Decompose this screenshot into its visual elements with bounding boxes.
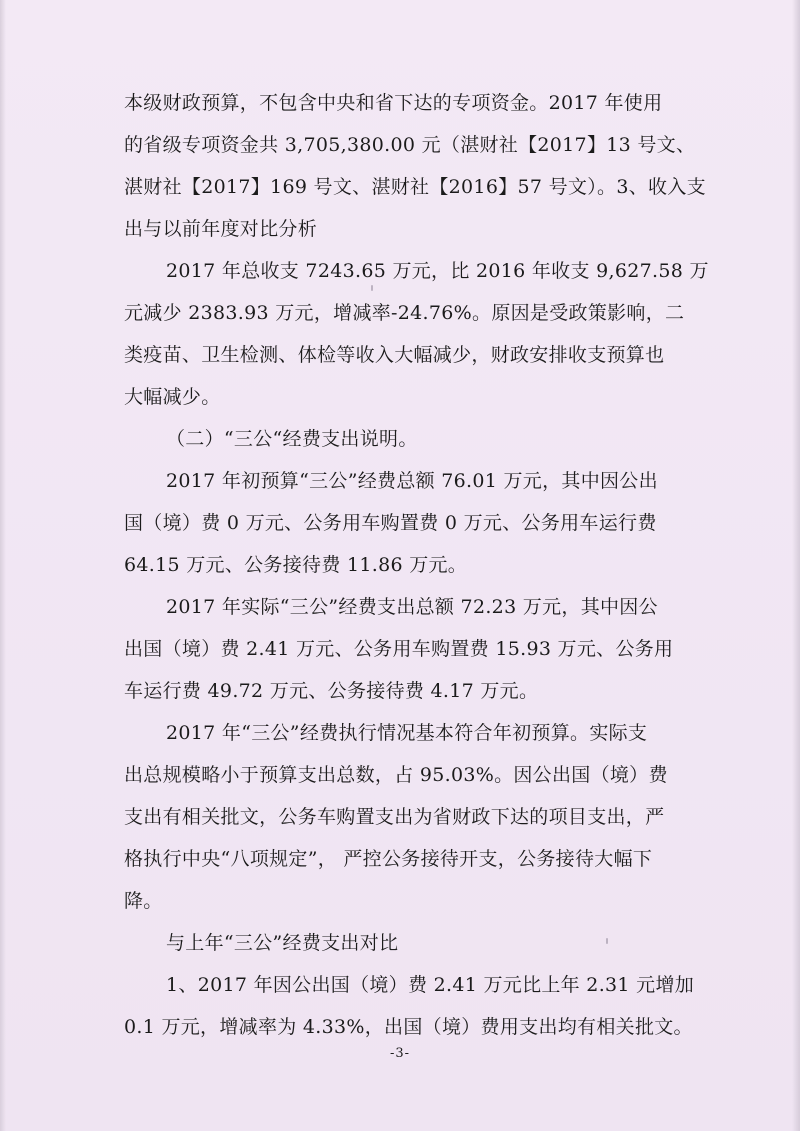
text-line: 2017 年初预算“三公”经费总额 76.01 万元，其中因公出 bbox=[166, 470, 658, 492]
text-line: 0.1 万元，增减率为 4.33%，出国（境）费用支出均有相关批文。 bbox=[124, 1016, 693, 1038]
text-line: 出国（境）费 2.41 万元、公务用车购置费 15.93 万元、公务用 bbox=[124, 638, 674, 660]
text-line: 元减少 2383.93 万元，增减率-24.76%。原因是受政策影响，二 bbox=[124, 302, 685, 324]
subheading: 与上年“三公”经费支出对比 bbox=[166, 932, 399, 954]
text-line: 支出有相关批文，公务车购置支出为省财政下达的项目支出，严 bbox=[124, 806, 665, 828]
scan-speck bbox=[371, 285, 373, 291]
text-line: 降。 bbox=[124, 890, 163, 912]
page-number: -3- bbox=[389, 1046, 411, 1061]
text-line: 64.15 万元、公务接待费 11.86 万元。 bbox=[124, 554, 468, 576]
text-line: 2017 年“三公”经费执行情况基本符合年初预算。实际支 bbox=[166, 722, 648, 744]
text-line: 国（境）费 0 万元、公务用车购置费 0 万元、公务用车运行费 bbox=[124, 512, 657, 534]
text-line: 出与以前年度对比分析 bbox=[124, 218, 318, 240]
text-line: 大幅减少。 bbox=[124, 386, 221, 408]
scan-edge-left bbox=[0, 0, 6, 1131]
text-line: 车运行费 49.72 万元、公务接待费 4.17 万元。 bbox=[124, 680, 539, 702]
text-line: 的省级专项资金共 3,705,380.00 元（湛财社【2017】13 号文、 bbox=[124, 134, 696, 156]
section-heading: （二）“三公“经费支出说明。 bbox=[166, 428, 418, 450]
text-line: 出总规模略小于预算支出总数，占 95.03%。因公出国（境）费 bbox=[124, 764, 668, 786]
text-line: 1、2017 年因公出国（境）费 2.41 万元比上年 2.31 元增加 bbox=[166, 974, 695, 996]
text-line: 类疫苗、卫生检测、体检等收入大幅减少，财政安排收支预算也 bbox=[124, 344, 665, 366]
text-line: 湛财社【2017】169 号文、湛财社【2016】57 号文）。3、收入支 bbox=[124, 176, 706, 198]
text-line: 本级财政预算，不包含中央和省下达的专项资金。2017 年使用 bbox=[124, 92, 663, 114]
document-body bbox=[124, 82, 709, 1048]
scan-edge-right bbox=[792, 0, 800, 1131]
text-line: 2017 年总收支 7243.65 万元，比 2016 年收支 9,627.58 万 bbox=[166, 260, 709, 282]
text-line: 2017 年实际“三公”经费支出总额 72.23 万元，其中因公 bbox=[166, 596, 658, 618]
text-line: 格执行中央“八项规定”， 严控公务接待开支，公务接待大幅下 bbox=[124, 848, 653, 870]
scan-speck bbox=[606, 938, 608, 944]
